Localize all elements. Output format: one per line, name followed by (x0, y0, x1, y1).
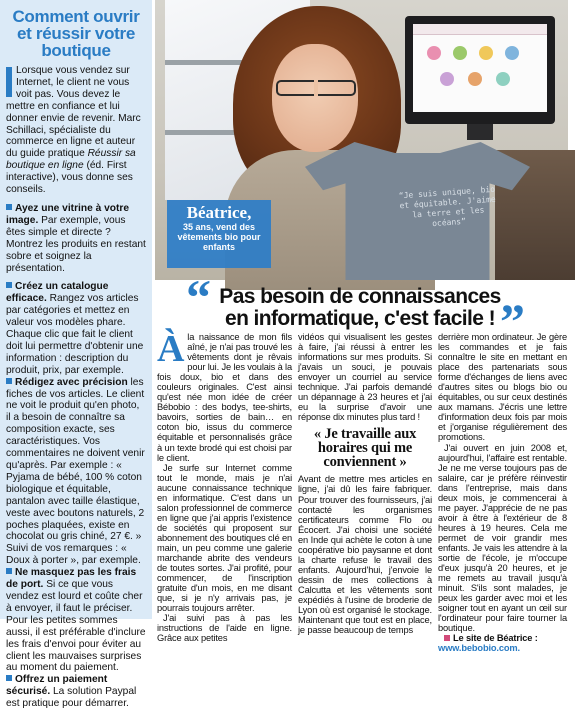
monitor-screen (413, 24, 547, 112)
tip-text: La solution Paypal est pratique pour démarrer. (6, 686, 137, 710)
tip-item (6, 203, 146, 274)
tip-text: Rangez vos articles par catégories et mettez en valeur vos modèles phare. Chaque clic que fait le client doit lui permettre d'obtenir une information : description du produit, prix, par exemple. (6, 293, 144, 376)
intro-text-1: Lorsque vous vendez sur Internet, le client ne vous voit pas. Vous devez le mettre en confiance et lui donner envie de revenir. Marc Schillaci, spécialiste du commerce en ligne et auteur du guide pratique (6, 65, 141, 160)
site-link[interactable]: www.bebobio.com. (438, 643, 520, 654)
bullet-square-icon (6, 568, 12, 574)
article-paragraph: derrière mon ordinateur. Je gère les commandes et je fais connaître le site en mettant en place des partenariats sous forme d'échanges de liens avec d'autres sites ou blogs bio ou équitables, ou sur ceux destinés aux mamans. J'écris une lettre d'information deux fois par mois et j'organise régulièrement des promotions. (438, 332, 567, 443)
article-paragraph: Je surfe sur Internet comme tout le monde, mais je n'ai aucune connaissance technique en informatique. C'est dans un salon professionnel de commerce en ligne que j'ai appris l'existence de sociétés qui proposent sur abonnement des boutiques clé en main, un peu comme une galerie marchande abrite des vendeurs de toutes sortes. J'ai profité, pour commencer, de l'inscription gratuite d'un mois, en me disant que, si je n'y arrivais pas, je pourrais toujours arrêter. (157, 462, 292, 614)
website-thumb (427, 46, 441, 60)
bullet-square-icon (444, 635, 450, 641)
open-quote-mark: “ (186, 269, 211, 325)
caption-text: 35 ans, vend des vêtements bio pour enfants (177, 222, 261, 252)
tip-title: Ayez une vitrine à votre image. (6, 202, 129, 226)
monitor-stand (467, 124, 493, 140)
article-paragraph: Avant de mettre mes articles en ligne, j'ai dû les faire fabriquer. Pour trouver des fournisseurs, j'ai contacté les organismes certificateurs comme Flo ou Écocert. J'ai choisi une société en Inde qui achète le coton à une coopérative bio paysanne et dont la charte refuse le travail des enfants. Aujourd'hui, j'envoie le dessin de mes collections à Calcutta et les vêtements sont expédiés à l'usine de broderie de Lyon où est organisé le stockage. Maintenant que tout est en place, je passe beaucoup de temps (298, 474, 432, 636)
tip-item (6, 674, 146, 710)
bullet-square-icon (6, 282, 12, 288)
article-headline: Pas besoin de connaissances en informatique, c'est facile ! (219, 285, 501, 330)
glasses (276, 80, 356, 96)
website-thumb (479, 46, 493, 60)
woman-face (272, 44, 358, 152)
paragraph-text: la naissance de mon fils aîné, je n'ai pas trouvé les vêtements dont je rêvais pour lui. Je les voulais à la fois doux, bio et dans des couleurs originales. C'est ainsi qu'est née mon idée de créer Bébobio : des bodys, tee-shirts, bavoirs, sorties de bain… en coton bio, issus du commerce équitable et personnalisés grâce à un texte brodé qui est choisi par le client. (157, 332, 292, 463)
advice-sidebar (0, 0, 152, 710)
article-paragraph: J'ai suivi pas à pas les instructions de l'aide en ligne. Grâce aux petites (157, 613, 292, 644)
bullet-square-icon (6, 204, 12, 210)
intro-accent-bar (6, 67, 12, 97)
bullet-square-icon (6, 378, 12, 384)
website-thumb (468, 72, 482, 86)
photo-caption (167, 200, 271, 268)
website-thumb (505, 46, 519, 60)
portrait-photo (155, 0, 568, 280)
article-paragraph: vidéos qui visualisent les gestes à faire, j'ai réussi à entrer les informations sur mes produits. Si j'avais un souci, je pouvais envoyer un courriel au service technique. J'ai parfois demandé un dépannage à 23 heures et j'ai eu la surprise d'avoir une réponse dix minutes plus tard ! (298, 332, 432, 423)
tip-text: les fiches de vos articles. Le client ne voit le produit qu'en photo, il a besoin de connaître sa composition exacte, ses caractéristiques. Vos commentaires ne doivent venir qu'après. Par exemple : « Pyjama de bébé, 100 % coton biologique et équitable, pantalon avec taille élastique, veste avec boutons naturels, 2 poches plaquées, existe en chocolat ou gris chiné, 27 €. » Suivi de vos remarques : « Doux à porter », par exemple. (6, 376, 145, 567)
sidebar-intro (6, 65, 146, 196)
sidebar-title: Comment ouvrir et réussir votre boutique (12, 7, 140, 60)
tip-title: Rédigez avec précision (15, 376, 128, 388)
article-paragraph: J'ai ouvert en juin 2008 et, aujourd'hui, l'affaire est rentable. Je ne me verse toujours pas de salaire, car je préfère réinvestir dans l'entreprise, mais dans deux mois, je commencerai à me payer. J'apprécie de ne pas avoir à être à l'extérieur de 8 heures à 19 heures. Cela me permet de voir grandir mes enfants. Je vais les attendre à la sortie de l'école, je m'occupe d'eux jusqu'à 20 heures, et je me remets au travail jusqu'à minuit. S'ils sont malades, je peux les garder avec moi et les soigner tout en ayant un œil sur l'ordinateur pour faire tourner la boutique. (438, 442, 567, 634)
tip-item (6, 377, 146, 568)
article-column-1 (157, 328, 292, 644)
website-thumb (496, 72, 510, 86)
site-label: Le site de Béatrice : (453, 633, 538, 644)
article-paragraph (157, 328, 292, 463)
intro-text-2: (éd. First interactive), vous donne ses conseils. (6, 160, 133, 196)
computer-monitor (405, 16, 555, 124)
tip-title: Créez un catalogue efficace. (6, 281, 109, 305)
bullet-square-icon (6, 675, 12, 681)
caption-name: Béatrice, (186, 203, 252, 222)
website-thumb (453, 46, 467, 60)
article-column-3 (438, 332, 567, 654)
tshirt-embroidery: “Je suis unique, bio et équitable. J'aime la terre et les océans” (398, 184, 496, 229)
drop-cap: À (157, 328, 185, 370)
tip-item (6, 567, 146, 674)
website-thumb (440, 72, 454, 86)
pull-quote: « Je travaille aux horaires qui me conviennent » (313, 426, 417, 471)
intro-book-title: Réussir sa boutique en ligne (6, 148, 136, 172)
article-column-2 (298, 332, 432, 636)
tip-text: Par exemple, vous êtes simple et directe ? Montrez les produits en restant sobre et soignez la présentation. (6, 214, 146, 274)
tip-title: Ne masquez pas les frais de port. (6, 567, 137, 591)
website-header (413, 24, 547, 35)
tip-title: Offrez un paiement sécurisé. (6, 674, 108, 698)
tip-text: Si ce que vous vendez est lourd et coûte cher à envoyer, il faut le préciser. Pour les petites sommes aussi, il est préférable d'inclure les frais d'envoi pour éviter au client les mauvaises surprises au moment du paiement. (6, 579, 146, 674)
site-reference (438, 633, 567, 653)
tip-item (6, 281, 146, 376)
close-quote-mark: ” (500, 293, 525, 349)
